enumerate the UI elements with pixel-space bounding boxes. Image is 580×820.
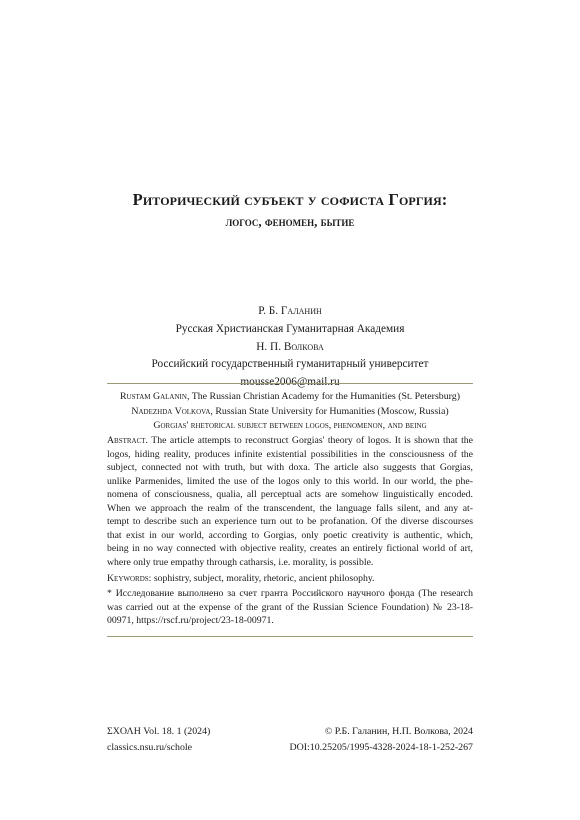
abstract-line: being in no way connected with objective reality, creates an entirely fictional world of art, bbox=[107, 543, 473, 554]
author-email: mousse2006@mail.ru bbox=[240, 376, 340, 389]
journal-info: ΣΧΟΛΗ Vol. 18. 1 (2024) bbox=[107, 726, 211, 737]
abstract-label: Abstract. bbox=[107, 435, 148, 446]
abstract-line: nomena of consciousness, qualia, all perceptual acts are somehow linguistically encoded. bbox=[107, 489, 473, 500]
abstract-line: where only true empathy through catharsis, i.e. morality, is possible. bbox=[107, 556, 374, 568]
abstract-line: logos, hiding reality, produces infinite existential possibilities in the consciousness of the bbox=[107, 448, 473, 460]
copyright: © Р.Б. Галанин, Н.П. Волкова, 2024 bbox=[324, 726, 473, 737]
author-2-name: Н. П. Волкова bbox=[256, 340, 324, 353]
author-block bbox=[0, 303, 580, 392]
english-author-2-name: Nadezhda Volkova bbox=[131, 405, 211, 417]
abstract-line: When we approach the realm of the transcendent, the language falls silent, and any at- bbox=[107, 502, 473, 514]
abstract-line: that exist in our world, according to Gorgias, only poetic creativity is authentic, which, bbox=[107, 529, 473, 541]
footnote-line: * Исследование выполнено за счет гранта Российского научного фонда (The research bbox=[107, 588, 473, 599]
keywords-text: sophistry, subject, morality, rhetoric, ancient philosophy. bbox=[151, 573, 375, 584]
english-author-1-affiliation: , The Russian Christian Academy for the Humanities (St. Petersburg) bbox=[186, 391, 461, 402]
doi[interactable]: DOI:10.25205/1995-4328-2024-18-1-252-267 bbox=[289, 742, 473, 753]
footnote-line: 00971, https://rscf.ru/project/23-18-00971. bbox=[107, 615, 274, 626]
author-1-affiliation: Русская Христианская Гуманитарная Академия bbox=[175, 322, 405, 335]
abstract-line: subject, connected not with truth, but with doxa. The article also suggests that Gorgias, bbox=[107, 462, 473, 473]
footnote-line: was carried out at the expense of the grant of the Russian Science Foundation) № 23-18- bbox=[107, 601, 473, 613]
abstract-line: tempt to describe such an experience turn out to be profanation. Of the diverse discourses bbox=[107, 516, 473, 527]
bottom-divider bbox=[107, 636, 473, 637]
article-title: Риторический субъект у софиста Горгия: bbox=[132, 190, 448, 209]
footer-right bbox=[290, 724, 474, 756]
keywords-label: Keywords: bbox=[107, 573, 152, 584]
english-title: Gorgias' rhetorical subject between logos, phenomenon, and being bbox=[153, 420, 427, 432]
top-divider bbox=[107, 383, 473, 384]
author-2-affiliation: Российский государственный гуманитарный университет bbox=[151, 358, 429, 371]
footer-left bbox=[107, 724, 210, 756]
english-author-block bbox=[0, 390, 580, 434]
journal-url[interactable]: classics.nsu.ru/schole bbox=[107, 742, 193, 753]
abstract-line: unlike Parmenides, limited the use of the logos only to this world. In our world, the phe- bbox=[107, 475, 473, 487]
footnote bbox=[107, 587, 473, 628]
abstract bbox=[107, 434, 473, 569]
english-author-2-affiliation: , Russian State University for Humanities (Moscow, Russia) bbox=[210, 405, 449, 417]
article-subtitle: логос, феномен, бытие bbox=[225, 214, 355, 229]
english-author-1-name: Rustam Galanin bbox=[119, 391, 187, 402]
abstract-line: The article attempts to reconstruct Gorgias' theory of logos. It is shown that the bbox=[148, 435, 473, 446]
keywords bbox=[107, 572, 473, 586]
author-1-name: Р. Б. Галанин bbox=[258, 305, 322, 317]
